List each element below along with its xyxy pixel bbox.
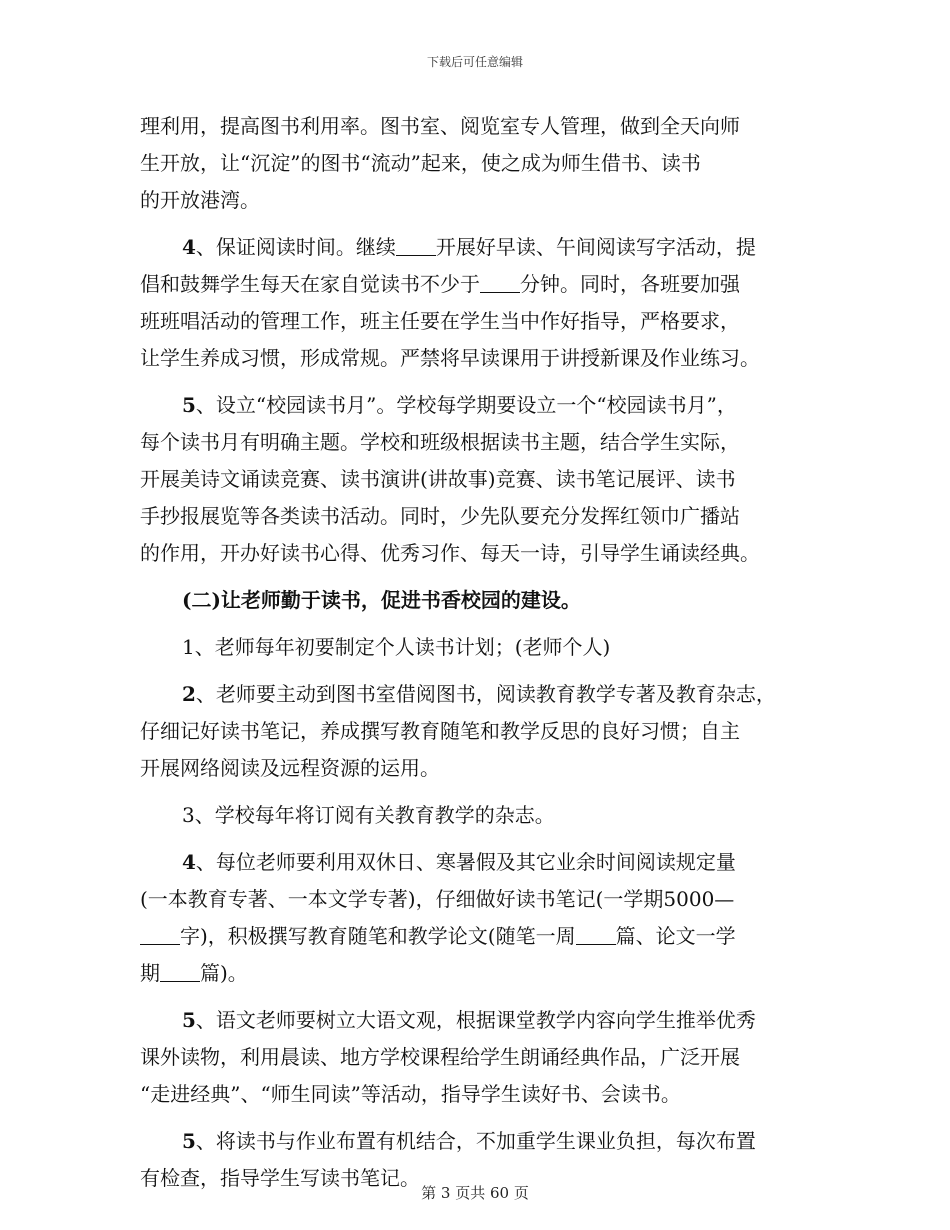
fill-blank xyxy=(480,274,520,293)
text-line xyxy=(140,266,830,303)
item-number: 5 xyxy=(182,393,196,417)
item-number: 4 xyxy=(182,235,196,259)
text-segment: 倡和鼓舞学生每天在家自觉读书不少于 xyxy=(140,272,480,296)
page-header: 下载后可任意编辑 xyxy=(426,55,523,69)
fill-blank xyxy=(396,237,436,256)
text-segment: 字)，积极撰写教育随笔和教学论文(随笔一周 xyxy=(180,924,576,948)
teacher-item-3: 3、学校每年将订阅有关教育教学的杂志。 xyxy=(182,803,555,827)
text-segment: 、将读书与作业布置有机结合，不加重学生课业负担，每次布置 xyxy=(195,1129,756,1153)
item-number: 5 xyxy=(182,1129,196,1153)
text-line: 开展网络阅读及远程资源的运用。 xyxy=(140,756,440,780)
teacher-item-5 xyxy=(140,1002,830,1039)
paragraph-4-reading-time xyxy=(140,229,830,266)
text-segment: 、老师要主动到图书室借阅图书，阅读教育教学专著及教育杂志， xyxy=(195,682,776,706)
text-line: 让学生养成习惯，形成常规。严禁将早读课用于讲授新课及作业练习。 xyxy=(140,346,760,370)
document-body xyxy=(140,108,830,1197)
fill-blank xyxy=(160,963,200,982)
text-segment: 篇、论文一学 xyxy=(615,924,736,948)
text-line: 有检查，指导学生写读书笔记。 xyxy=(140,1166,420,1190)
item-number: 5 xyxy=(182,1008,196,1032)
text-segment: 、设立“校园读书月”。学校每学期要设立一个“校园读书月”， xyxy=(195,393,737,417)
teacher-item-4 xyxy=(140,844,830,881)
teacher-item-2 xyxy=(140,676,830,713)
fill-blank xyxy=(576,926,616,945)
fill-blank xyxy=(140,926,180,945)
text-line: 手抄报展览等各类读书活动。同时，少先队要充分发挥红领巾广播站 xyxy=(140,504,740,528)
text-segment: 分钟。同时，各班要加强 xyxy=(520,272,740,296)
teacher-item-6 xyxy=(140,1123,830,1160)
text-line: 开展美诗文诵读竞赛、读书演讲(讲故事)竞赛、读书笔记展评、读书 xyxy=(140,467,736,491)
teacher-item-1: 1、老师每年初要制定个人读书计划；(老师个人) xyxy=(182,635,611,659)
text-segment: 篇)。 xyxy=(200,961,248,985)
text-line: “走进经典”、“师生同读”等活动，指导学生读好书、会读书。 xyxy=(140,1082,681,1106)
paragraph-5-reading-month xyxy=(140,387,830,424)
text-line xyxy=(140,918,830,955)
text-segment: 开展好早读、午间阅读写字活动，提 xyxy=(435,235,756,259)
text-line: 的开放港湾。 xyxy=(140,188,260,212)
section-heading: (二)让老师勤于读书，促进书香校园的建设。 xyxy=(182,588,581,612)
text-line: 每个读书月有明确主题。学校和班级根据读书主题，结合学生实际， xyxy=(140,430,740,454)
text-segment: 、每位老师要利用双休日、寒暑假及其它业余时间阅读规定量 xyxy=(195,850,736,874)
text-line: 课外读物，利用晨读、地方学校课程给学生朗诵经典作品，广泛开展 xyxy=(140,1045,740,1069)
text-segment: 、保证阅读时间。继续 xyxy=(195,235,396,259)
text-line xyxy=(140,955,830,992)
page-footer: 第 3 页共 60 页 xyxy=(421,1184,529,1202)
text-segment: 、语文老师要树立大语文观，根据课堂教学内容向学生推举优秀 xyxy=(195,1008,756,1032)
text-line: 的作用，开办好读书心得、优秀习作、每天一诗，引导学生诵读经典。 xyxy=(140,541,760,565)
text-segment: 期 xyxy=(140,961,160,985)
text-line: 生开放，让“沉淀”的图书“流动”起来，使之成为师生借书、读书 xyxy=(140,151,701,175)
item-number: 2 xyxy=(182,682,196,706)
item-number: 4 xyxy=(182,850,196,874)
text-line: 班班唱活动的管理工作，班主任要在学生当中作好指导，严格要求， xyxy=(140,309,740,333)
text-line: (一本教育专著、一本文学专著)，仔细做好读书笔记(一学期5000— xyxy=(140,887,735,911)
text-line: 仔细记好读书笔记，养成撰写教育随笔和教学反思的良好习惯；自主 xyxy=(140,719,740,743)
text-line: 理利用，提高图书利用率。图书室、阅览室专人管理，做到全天向师 xyxy=(140,114,740,138)
